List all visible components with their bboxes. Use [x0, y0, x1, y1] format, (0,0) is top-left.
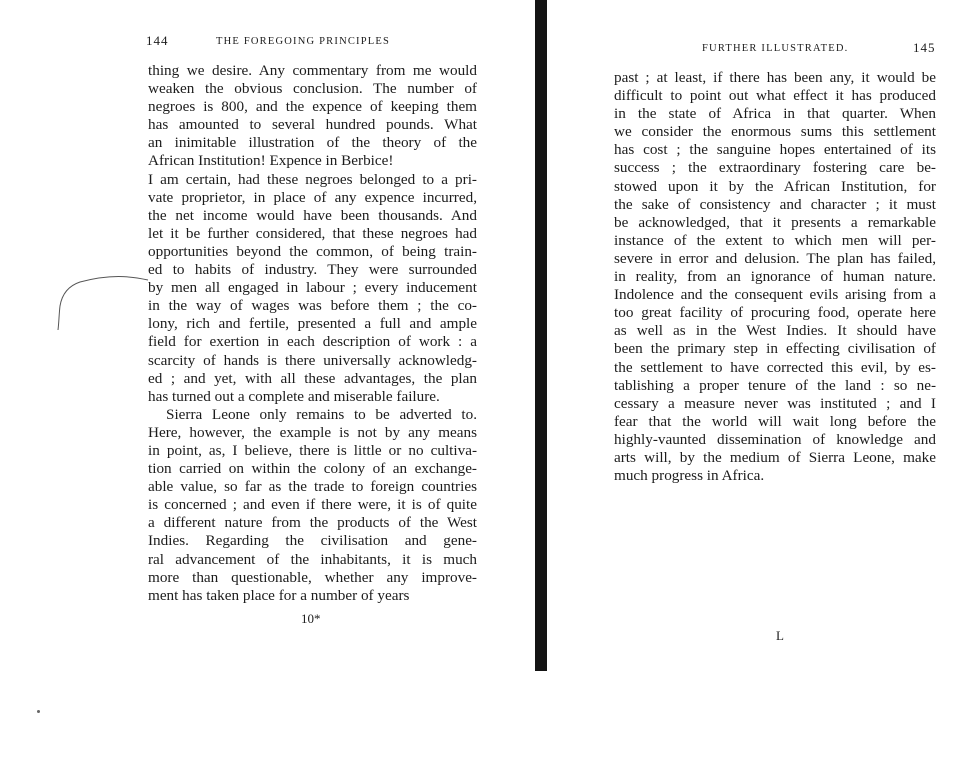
- left-page-number: 144: [146, 33, 169, 48]
- text-line: opportunities beyond the common, of being train-: [148, 242, 477, 260]
- text-line: instance of the extent to which men will per-: [614, 231, 936, 249]
- text-line: an inimitable illustration of the theory of the: [148, 134, 477, 152]
- text-line: vate proprietor, in place of any expence incurred,: [148, 188, 477, 206]
- text-line: Indolence and the consequent evils arising from a: [614, 286, 936, 304]
- text-line: I am certain, had these negroes belonged to a pri-: [148, 170, 477, 188]
- text-line: tablishing a proper tenure of the land : so ne-: [614, 376, 936, 394]
- text-line: has amounted to several hundred pounds. What: [148, 116, 477, 134]
- text-line: too great facility of procuring food, operate here: [614, 304, 936, 322]
- pencil-annotation-mark: [50, 272, 150, 332]
- text-line: in the state of Africa in that quarter. When: [614, 105, 936, 123]
- text-line: African Institution! Expence in Berbice!: [148, 152, 394, 170]
- text-line: severe in error and delusion. The plan has failed,: [614, 249, 936, 267]
- text-line: the sake of consistency and character ; it must: [614, 195, 936, 213]
- text-line: a different nature from the products of the West: [148, 514, 477, 532]
- text-line: in the way of wages was before them ; the co-: [148, 297, 477, 315]
- book-gutter: [535, 0, 547, 671]
- right-page-number: 145: [913, 40, 936, 55]
- text-line: ed ; and yet, with all these advantages, the plan: [148, 369, 477, 387]
- text-line: in reality, from an ignorance of human nature.: [614, 268, 936, 286]
- text-line: we consider the enormous sums this settlement: [614, 123, 936, 141]
- text-line: thing we desire. Any commentary from me would: [148, 62, 477, 79]
- text-line: arts will, by the medium of Sierra Leone, make: [614, 448, 936, 466]
- text-line: has cost ; the sanguine hopes entertained of its: [614, 141, 936, 159]
- text-line: difficult to point out what effect it has produced: [614, 87, 936, 105]
- text-line: more than questionable, whether any improve-: [148, 568, 477, 586]
- text-line: ed to habits of industry. They were surrounded: [148, 261, 477, 279]
- text-line: the settlement to have corrected this evil, by es-: [614, 358, 936, 376]
- left-running-head: THE FOREGOING PRINCIPLES: [216, 36, 391, 47]
- text-line: much progress in Africa.: [614, 467, 765, 485]
- text-line: weaken the obvious conclusion. The number of: [148, 80, 477, 98]
- text-line: fear that the world will wait long before the: [614, 412, 936, 430]
- text-line: able value, so far as the trade to foreign countries: [148, 478, 477, 496]
- text-line: Sierra Leone only remains to be adverted to.: [166, 405, 477, 423]
- right-body-text: [614, 69, 936, 485]
- text-line: the net income would have been thousands. And: [148, 206, 477, 224]
- text-line: as well as in the West Indies. It should have: [614, 322, 936, 340]
- text-line: let it be further considered, that these negroes had: [148, 224, 477, 242]
- text-line: been the primary step in effecting civilisation of: [614, 340, 936, 358]
- text-line: ral advancement of the inhabitants, it is much: [148, 550, 477, 568]
- text-line: tion carried on within the colony of an exchange-: [148, 460, 477, 478]
- right-page: [547, 0, 980, 759]
- text-line: in point, as, I believe, there is little or no cultiva-: [148, 441, 477, 459]
- text-line: Indies. Regarding the civilisation and gene-: [148, 532, 477, 550]
- text-line: lony, rich and fertile, presented a full and ample: [148, 315, 477, 333]
- text-line: field for exertion in each description of work : a: [148, 333, 477, 351]
- text-line: scarcity of hands is there universally acknowledg-: [148, 351, 477, 369]
- text-line: has turned out a complete and miserable failure.: [148, 387, 440, 405]
- text-line: Here, however, the example is not by any means: [148, 423, 477, 441]
- text-line: ment has taken place for a number of years: [148, 586, 410, 604]
- text-line: by men all engaged in labour ; every inducement: [148, 279, 477, 297]
- text-line: success ; the extraordinary fostering care be-: [614, 159, 936, 177]
- text-line: stowed upon it by the African Institution, for: [614, 177, 936, 195]
- right-signature-mark: L: [776, 628, 784, 643]
- paper-speck: [37, 710, 40, 713]
- text-line: cessary a measure never was instituted ; and I: [614, 394, 936, 412]
- text-line: highly-vaunted dissemination of knowledge and: [614, 430, 936, 448]
- left-body-text: [148, 62, 477, 605]
- text-line: past ; at least, if there has been any, it would be: [614, 69, 936, 86]
- text-line: negroes is 800, and the expence of keeping them: [148, 98, 477, 116]
- text-line: be acknowledged, that it presents a remarkable: [614, 213, 936, 231]
- text-line: is concerned ; and even if there were, it is of quite: [148, 496, 477, 514]
- left-signature-mark: 10*: [301, 611, 321, 626]
- right-running-head: FURTHER ILLUSTRATED.: [702, 43, 849, 54]
